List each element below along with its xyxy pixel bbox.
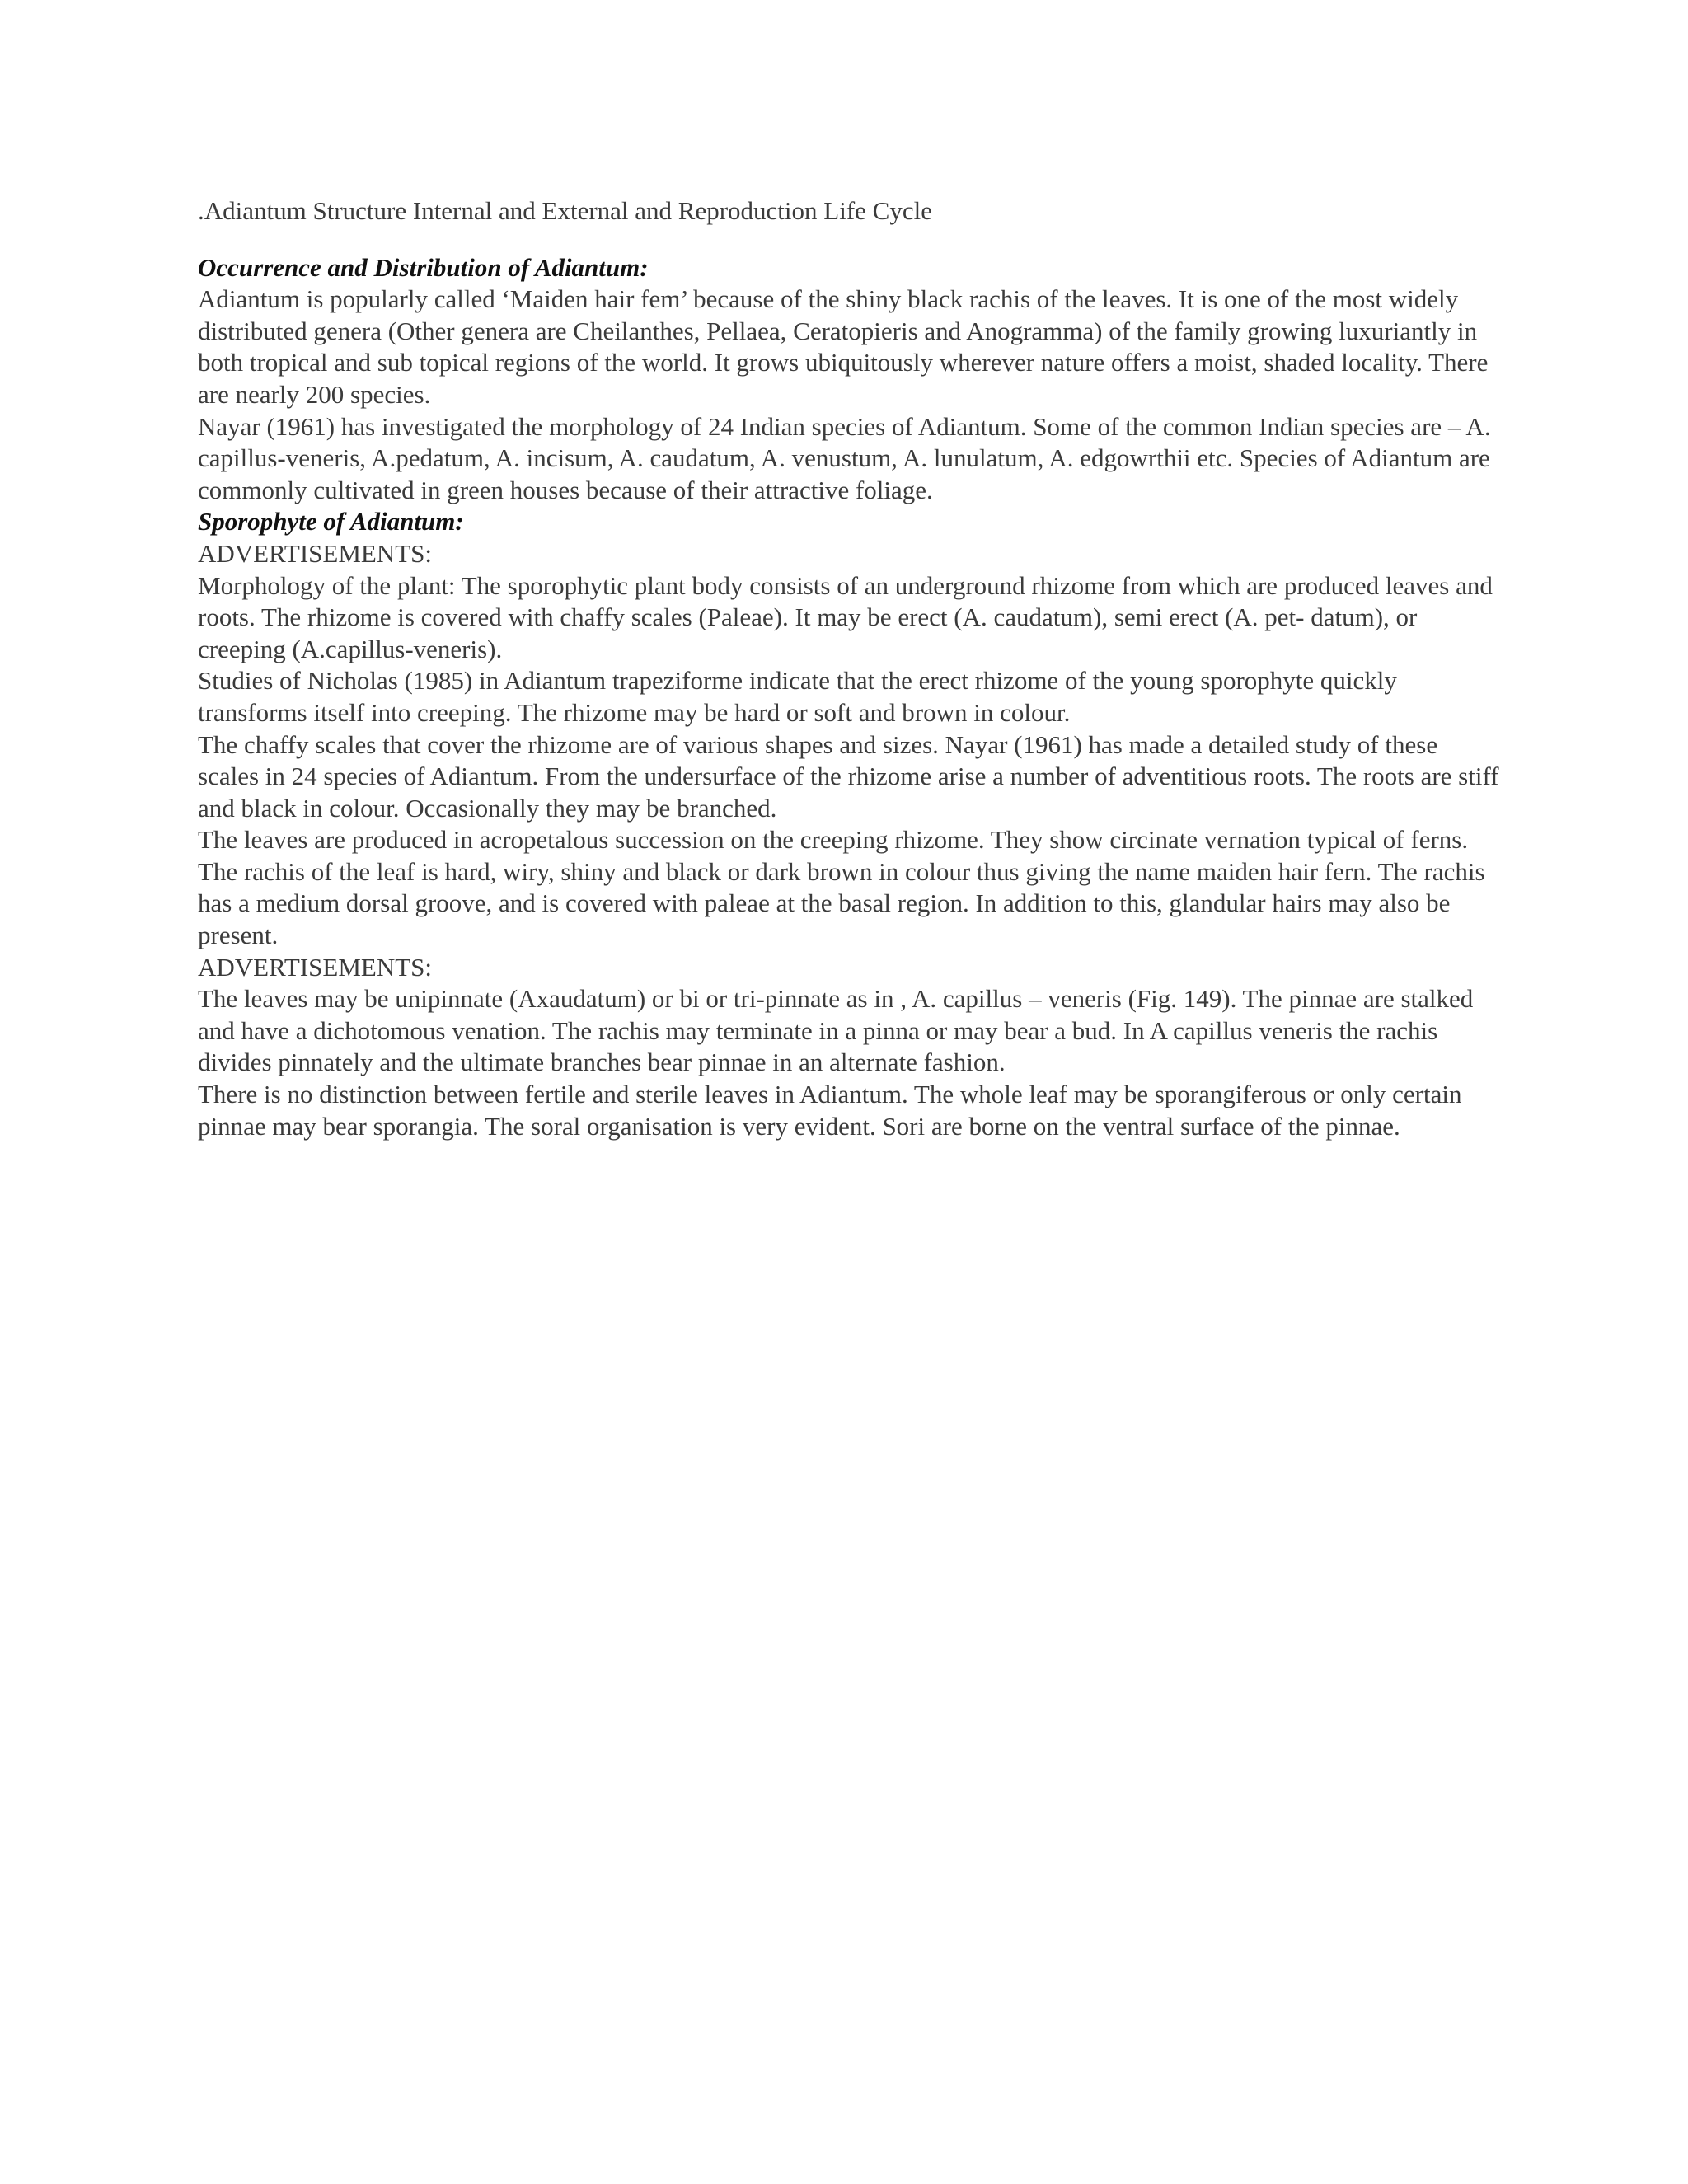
paragraph-nayar-species: Nayar (1961) has investigated the morphology of 24 Indian species of Adiantum. Some of the common Indian species are – A. capillus-veneris, A.pedatum, A. incisum, A. caudatum, A. venustum, A. lunulatum, A. edgowrthii etc. Species of Adiantum are commonly cultivated in green houses because of their attractive foliage. — [198, 411, 1491, 504]
section-heading-occurrence: Occurrence and Distribution of Adiantum: — [198, 252, 649, 282]
paragraph-chaffy-scales: The chaffy scales that cover the rhizome are of various shapes and sizes. Nayar (1961) has made a detailed study of these scales in 24 species of Adiantum. From the undersurface of the rhizome arise a number of adventitious roots. The roots are stiff and black in colour. Occasionally they may be branched. — [198, 729, 1499, 823]
paragraph-fertile-leaves: There is no distinction between fertile and sterile leaves in Adiantum. The whole leaf may be sporangiferous or only certain pinnae may bear sporangia. The soral organisation is very evident. Sori are borne on the ventral surface of the pinnae. — [198, 1080, 1462, 1141]
advertisement-label: ADVERTISEMENTS: — [198, 952, 433, 982]
paragraph-leaves: The leaves are produced in acropetalous succession on the creeping rhizome. They show circinate vernation typical of ferns. The rachis of the leaf is hard, wiry, shiny and black or dark brown in colour thus giving the name maiden hair fern. The rachis has a medium dorsal groove, and is covered with paleae at the basal region. In addition to this, glandular hairs may also be present. — [198, 825, 1485, 950]
paragraph-nicholas: Studies of Nicholas (1985) in Adiantum trapeziforme indicate that the erect rhizome of the young sporophyte quickly transforms itself into creeping. The rhizome may be hard or soft and brown in colour. — [198, 666, 1397, 727]
advertisement-label: ADVERTISEMENTS: — [198, 538, 433, 568]
paragraph-pinnae: The leaves may be unipinnate (Axaudatum) or bi or tri-pinnate as in , A. capillus – veneris (Fig. 149). The pinnae are stalked and have a dichotomous venation. The rachis may terminate in a pinna or may bear a bud. In A capillus veneris the rachis divides pinnately and the ultimate branches bear pinnae in an alternate fashion. — [198, 984, 1474, 1077]
section-heading-sporophyte: Sporophyte of Adiantum: — [198, 507, 464, 537]
document-page — [198, 195, 1500, 1142]
paragraph-morphology: Morphology of the plant: The sporophytic plant body consists of an underground rhizome from which are produced leaves and roots. The rhizome is covered with chaffy scales (Paleae). It may be erect (A. caudatum), semi erect (A. pet- datum), or creeping (A.capillus-veneris). — [198, 570, 1493, 663]
document-title: .Adiantum Structure Internal and External and Reproduction Life Cycle — [198, 196, 932, 225]
paragraph-intro: Adiantum is popularly called ‘Maiden hair fem’ because of the shiny black rachis of the leaves. It is one of the most widely distributed genera (Other genera are Cheilanthes, Pellaea, Ceratopieris and Anogramma) of the family growing luxuriantly in both tropical and sub topical regions of the world. It grows ubiquitously wherever nature offers a moist, shaded locality. There are nearly 200 species. — [198, 284, 1489, 409]
